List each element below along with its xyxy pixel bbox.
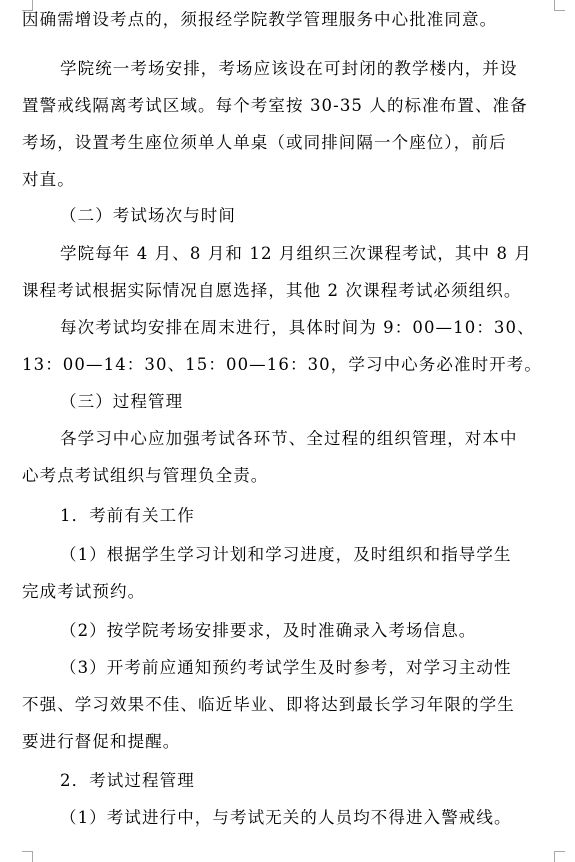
paragraph-line: 学院每年 4 月、8 月和 12 月组织三次课程考试，其中 8 月 <box>60 244 533 263</box>
paragraph-line: 各学习中心应加强考试各环节、全过程的组织管理，对本中 <box>60 429 518 448</box>
subsection-heading: 1．考前有关工作 <box>60 506 195 525</box>
paragraph-line: 考场，设置考生座位须单人单桌（或同排间隔一个座位），前后 <box>22 133 507 152</box>
subsection-heading: 2．考试过程管理 <box>60 771 195 790</box>
page-corner-mark-bottom-right <box>554 851 565 862</box>
paragraph-line: （3）开考前应通知预约考试学生及时参考，对学习主动性 <box>60 658 512 677</box>
paragraph-line: 因确需增设考点的，须报经学院教学管理服务中心批准同意。 <box>22 10 498 29</box>
paragraph-line: （2）按学院考场安排要求，及时准确录入考场信息。 <box>60 621 477 640</box>
paragraph-line: （1）考试进行中，与考试无关的人员均不得进入警戒线。 <box>60 808 512 827</box>
paragraph-line: 学院统一考场安排，考场应该设在可封闭的教学楼内，并设 <box>60 59 518 78</box>
section-heading: （三）过程管理 <box>60 392 184 411</box>
page-corner-mark-bottom-left <box>22 851 33 862</box>
paragraph-line: 对直。 <box>22 170 75 189</box>
paragraph-line: 课程考试根据实际情况自愿选择，其他 2 次课程考试必须组织。 <box>22 281 522 300</box>
paragraph-line: 不强、学习效果不佳、临近毕业、即将达到最长学习年限的学生 <box>22 695 515 714</box>
paragraph-line: （1）根据学生学习计划和学习进度，及时组织和指导学生 <box>60 545 512 564</box>
paragraph-line: 置警戒线隔离考试区域。每个考室按 30-35 人的标准布置、准备 <box>22 96 528 115</box>
paragraph-line: 13：00—14：30、15：00—16：30，学习中心务必准时开考。 <box>22 355 542 374</box>
paragraph-line: 心考点考试组织与管理负全责。 <box>22 466 269 485</box>
paragraph-line: 要进行督促和提醒。 <box>22 732 181 751</box>
section-heading: （二）考试场次与时间 <box>60 206 236 225</box>
paragraph-line: 每次考试均安排在周末进行，具体时间为 9：00—10：30、 <box>60 318 535 337</box>
paragraph-line: 完成考试预约。 <box>22 582 146 601</box>
